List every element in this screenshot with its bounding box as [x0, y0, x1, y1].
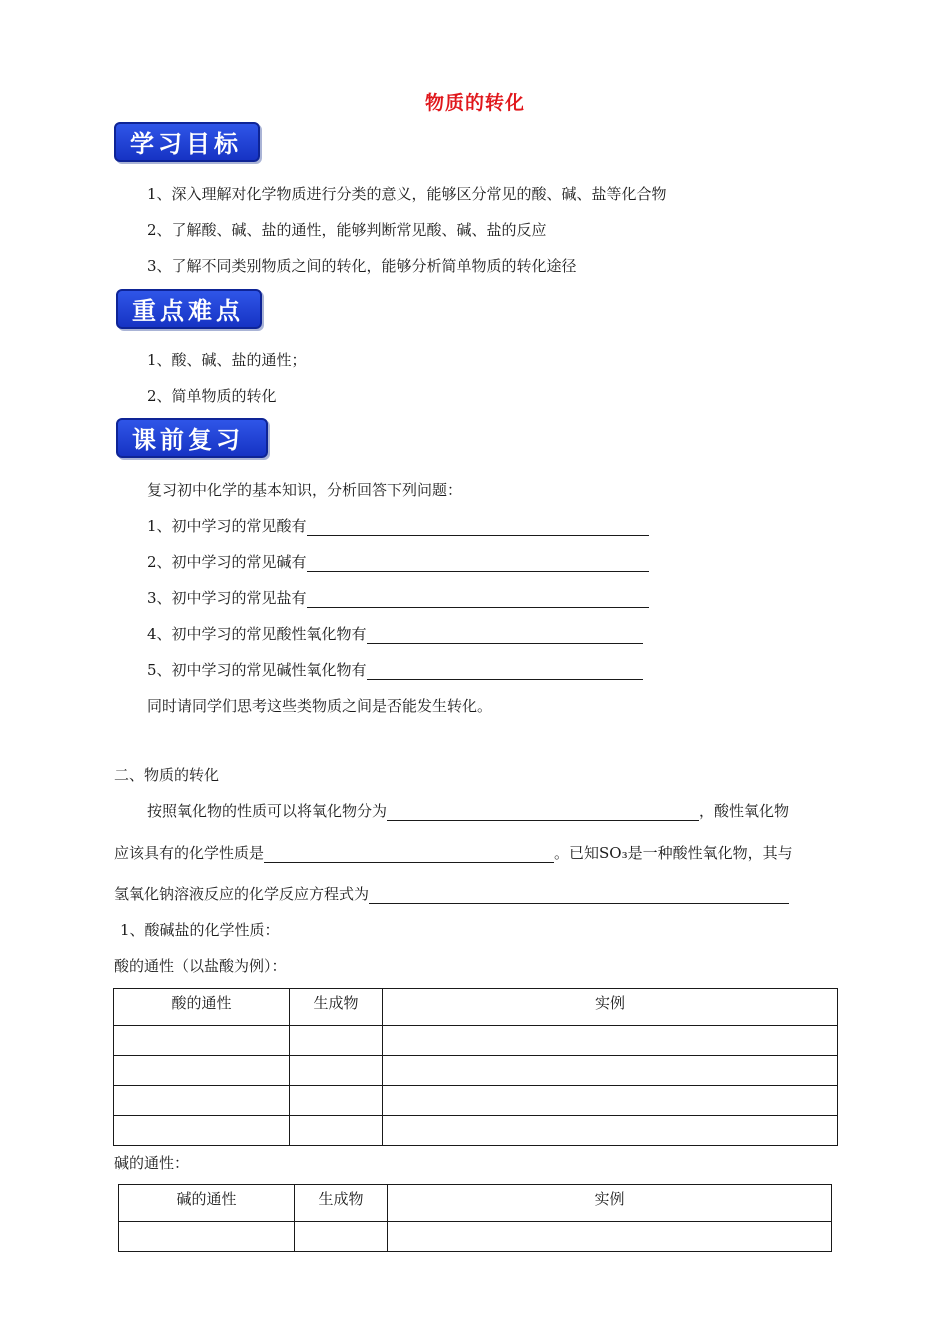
question-text: 1、初中学习的常见酸有 — [147, 517, 307, 535]
answer-blank[interactable] — [307, 519, 649, 536]
question-text: 2、初中学习的常见碱有 — [147, 553, 307, 571]
answer-blank[interactable] — [264, 846, 554, 863]
base-properties-table — [118, 1184, 832, 1252]
base-table-caption: 碱的通性： — [114, 1154, 190, 1172]
page-title: 物质的转化 — [424, 92, 525, 114]
key-point-item: 2、简单物质的转化 — [147, 387, 277, 405]
table-cell[interactable] — [290, 1086, 383, 1116]
paragraph-text: 应该具有的化学性质是 — [114, 844, 265, 862]
answer-blank[interactable] — [367, 663, 643, 680]
table-cell[interactable] — [388, 1222, 832, 1252]
preview-question — [147, 552, 649, 572]
table-cell[interactable] — [119, 1222, 295, 1252]
table-header-row — [119, 1185, 832, 1222]
answer-blank[interactable] — [307, 591, 649, 608]
column-header: 实例 — [388, 1185, 832, 1222]
column-header: 生成物 — [290, 989, 383, 1026]
preview-question — [147, 660, 643, 680]
table-cell[interactable] — [114, 1026, 290, 1056]
table-cell[interactable] — [114, 1086, 290, 1116]
paragraph-text: 氢氧化钠溶液反应的化学反应方程式为 — [114, 885, 370, 903]
answer-blank[interactable] — [369, 887, 789, 904]
section-badge-goals: 学习目标 — [114, 122, 260, 162]
column-header: 生成物 — [295, 1185, 388, 1222]
part2-subheading: 1、酸碱盐的化学性质： — [120, 921, 280, 939]
table-cell[interactable] — [383, 1026, 838, 1056]
paragraph-text: 按照氧化物的性质可以将氧化物分为 — [147, 802, 388, 820]
preview-question — [147, 588, 649, 608]
table-row — [114, 1056, 838, 1086]
table-cell[interactable] — [290, 1056, 383, 1086]
preview-question — [147, 624, 643, 644]
column-header: 实例 — [383, 989, 838, 1026]
table-row — [114, 1086, 838, 1116]
goal-item: 3、了解不同类别物质之间的转化，能够分析简单物质的转化途径 — [147, 257, 577, 275]
paragraph-text: ，酸性氧化物 — [699, 802, 790, 820]
preview-intro: 复习初中化学的基本知识，分析回答下列问题： — [147, 481, 463, 499]
table-row — [114, 1026, 838, 1056]
part2-paragraph-line — [147, 801, 789, 821]
question-text: 4、初中学习的常见酸性氧化物有 — [147, 625, 367, 643]
table-cell[interactable] — [383, 1116, 838, 1146]
table-cell[interactable] — [290, 1026, 383, 1056]
table-cell[interactable] — [383, 1086, 838, 1116]
table-cell[interactable] — [114, 1056, 290, 1086]
table-header-row — [114, 989, 838, 1026]
key-point-item: 1、酸、碱、盐的通性； — [147, 351, 307, 369]
goal-item: 1、深入理解对化学物质进行分类的意义，能够区分常见的酸、碱、盐等化合物 — [147, 185, 667, 203]
question-text: 5、初中学习的常见碱性氧化物有 — [147, 661, 367, 679]
table-cell[interactable] — [114, 1116, 290, 1146]
answer-blank[interactable] — [307, 555, 649, 572]
section-badge-preview: 课前复习 — [116, 418, 268, 458]
table-cell[interactable] — [290, 1116, 383, 1146]
acid-table-caption: 酸的通性（以盐酸为例）： — [114, 957, 287, 975]
answer-blank[interactable] — [387, 804, 699, 821]
table-cell[interactable] — [295, 1222, 388, 1252]
preview-closing: 同时请同学们思考这些类物质之间是否能发生转化。 — [147, 697, 493, 715]
table-row — [114, 1116, 838, 1146]
table-cell[interactable] — [383, 1056, 838, 1086]
column-header: 碱的通性 — [119, 1185, 295, 1222]
table-row — [119, 1222, 832, 1252]
goal-item: 2、了解酸、碱、盐的通性，能够判断常见酸、碱、盐的反应 — [147, 221, 547, 239]
answer-blank[interactable] — [367, 627, 643, 644]
acid-properties-table — [113, 988, 838, 1146]
part2-heading: 二、物质的转化 — [114, 766, 220, 784]
paragraph-text: 。已知SO₃是一种酸性氧化物，其与 — [554, 844, 793, 862]
part2-paragraph-line — [114, 884, 789, 904]
part2-paragraph-line — [114, 843, 793, 863]
column-header: 酸的通性 — [114, 989, 290, 1026]
section-badge-key-points: 重点难点 — [116, 289, 262, 329]
preview-question — [147, 516, 649, 536]
question-text: 3、初中学习的常见盐有 — [147, 589, 307, 607]
